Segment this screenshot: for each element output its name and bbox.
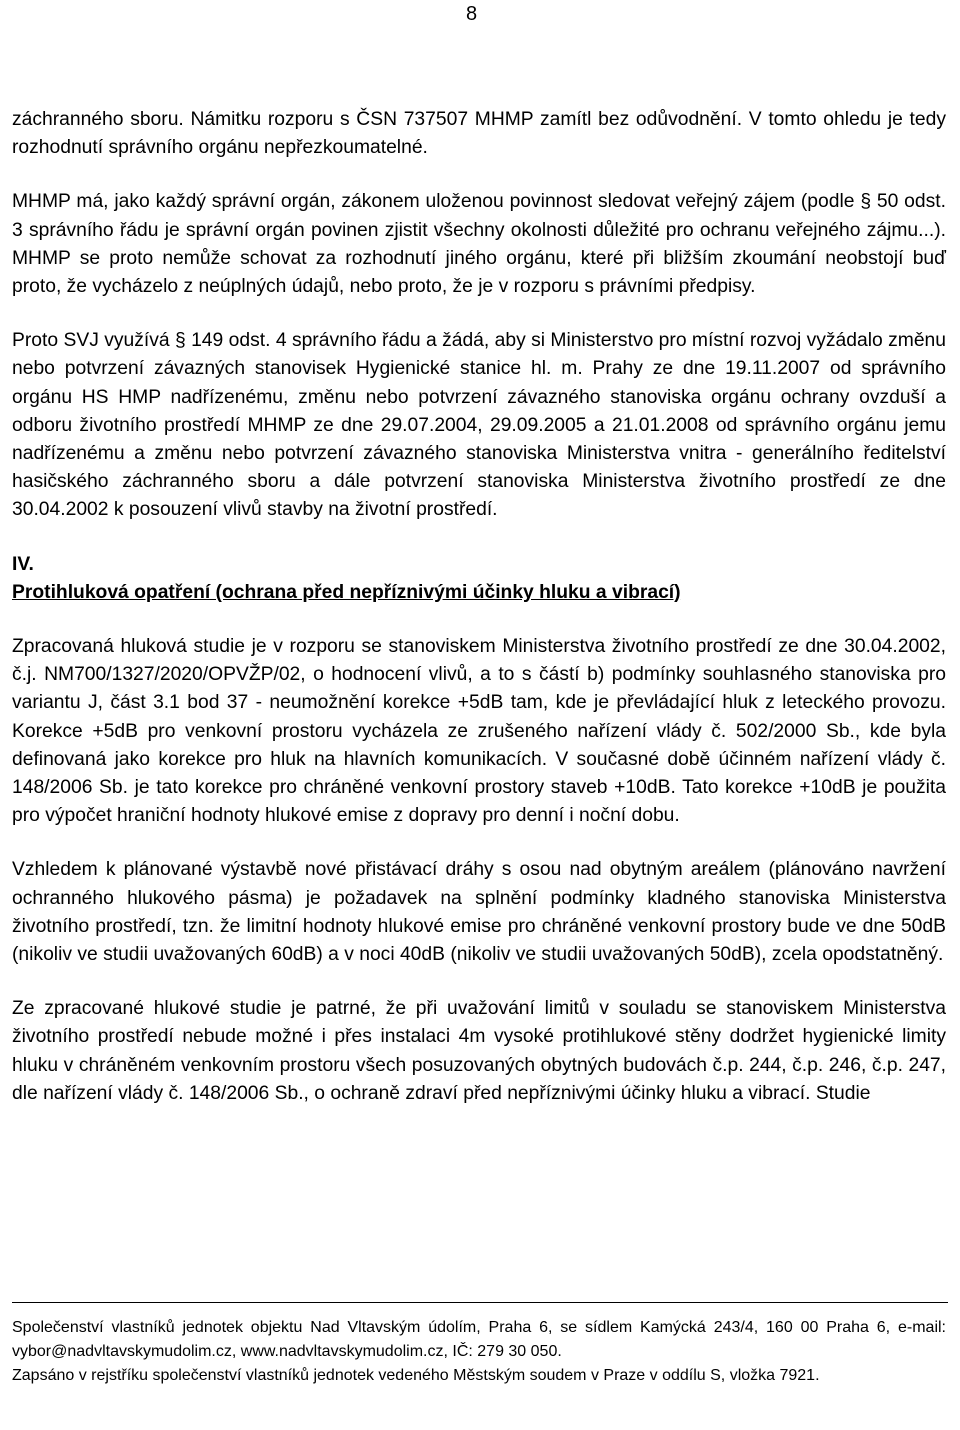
footer-registration: Zapsáno v rejstříku společenství vlastníků jednotek vedeného Městským soudem v Praze v oddílu S, vložka 7921.: [12, 1367, 820, 1384]
section-title-text: Protihluková opatření (ochrana před nepříznivými účinky hluku a vibrací): [12, 581, 681, 603]
section-number: IV.: [12, 553, 34, 575]
paragraph-3: Proto SVJ využívá § 149 odst. 4 správního řádu a žádá, aby si Ministerstvo pro místní rozvoj vyžádalo změnu nebo potvrzení závazných stanovisek Hygienické stanice hl. m. Prahy ze dne 19.11.2007 od správního orgánu HS HMP nadřízenému, změnu nebo potvrzení závazného stanoviska orgánu ochrany ovzduší a odboru životního prostředí MHMP ze dne 29.07.2004, 29.09.2005 a 21.01.2008 od správního orgánu jemu nadřízenému a změnu nebo potvrzení závazného stanoviska Ministerstva vnitra - generálního ředitelství hasičského záchranného sboru a dále potvrzení stanoviska Ministerstva životního prostředí ze dne 30.04.2002 k posouzení vlivů stavby na životní prostředí.: [12, 330, 946, 521]
section-paragraph-3: Ze zpracované hlukové studie je patrné, že při uvažování limitů v souladu se stanoviskem Ministerstva životního prostředí nebude možné i přes instalaci 4m vysoké protihlukové stěny dodržet hygienické limity hluku v chráněném venkovním prostoru všech posuzovaných obytných budovách č.p. 244, č.p. 246, č.p. 247, dle nařízení vlády č. 148/2006 Sb., o ochraně zdraví před nepříznivými účinky hluku a vibrací. Studie: [12, 998, 946, 1104]
page-number: 8: [466, 3, 478, 25]
paragraph-1: záchranného sboru. Námitku rozporu s ČSN 737507 MHMP zamítl bez odůvodnění. V tomto ohledu je tedy rozhodnutí správního orgánu nepřezkoumatelné.: [12, 109, 946, 159]
section-title: [12, 579, 946, 607]
footer-address: Společenství vlastníků jednotek objektu Nad Vltavským údolím, Praha 6, se sídlem Kamýcká 243/4, 160 00 Praha 6, e-mail: vybor@nadvltavskymudolim.cz, www.nadvltavskymudolim.cz, IČ: 279 30 050.: [12, 1319, 946, 1360]
document-body: [12, 106, 946, 1108]
section-paragraph-2: Vzhledem k plánované výstavbě nové přistávací dráhy s osou nad obytným areálem (plánováno navržení ochranného hlukového pásma) je požadavek na splnění podmínky kladného stanoviska Ministerstva životního prostředí, tzn. že limitní hodnoty hlukové emise pro chráněné venkovní prostory bude ve dne 50dB (nikoliv ve studii uvažovaných 60dB) a v noci 40dB (nikoliv ve studii uvažovaných 50dB), zcela opodstatněný.: [12, 859, 946, 966]
section-paragraph-1: Zpracovaná hluková studie je v rozporu se stanoviskem Ministerstva životního prostředí ze dne 30.04.2002, č.j. NM700/1327/2020/OPVŽP/02, o hodnocení vlivů, a to s částí b) podmínky souhlasného stanoviska pro variantu J, část 3.1 bod 37 - neumožnění korekce +5dB tam, kde je převládající hluk z leteckého provozu. Korekce +5dB pro venkovní prostoru vycházela ze zrušeného nařízení vlády č. 502/2000 Sb., kde byla definovaná jako korekce pro hluk na hlavních komunikacích. V současné době účinném nařízení vlády č. 148/2006 Sb. je tato korekce pro chráněné venkovní prostory staveb +10dB. Tato korekce +10dB je použita pro výpočet hraniční hodnoty hlukové emise z dopravy pro denní i noční dobu.: [12, 636, 946, 827]
footer-divider: [12, 1302, 948, 1303]
paragraph-2: MHMP má, jako každý správní orgán, zákonem uloženou povinnost sledovat veřejný zájem (podle § 50 odst. 3 správního řádu je správní orgán povinen zjistit všechny okolnosti důležité pro ochranu veřejného zájmu...). MHMP se proto nemůže schovat za rozhodnutí jiného orgánu, které při bližším zkoumání neobstojí buď proto, že vycházelo z neúplných údajů, nebo proto, že je v rozporu s právními předpisy.: [12, 191, 946, 298]
page-footer: [12, 1316, 946, 1388]
